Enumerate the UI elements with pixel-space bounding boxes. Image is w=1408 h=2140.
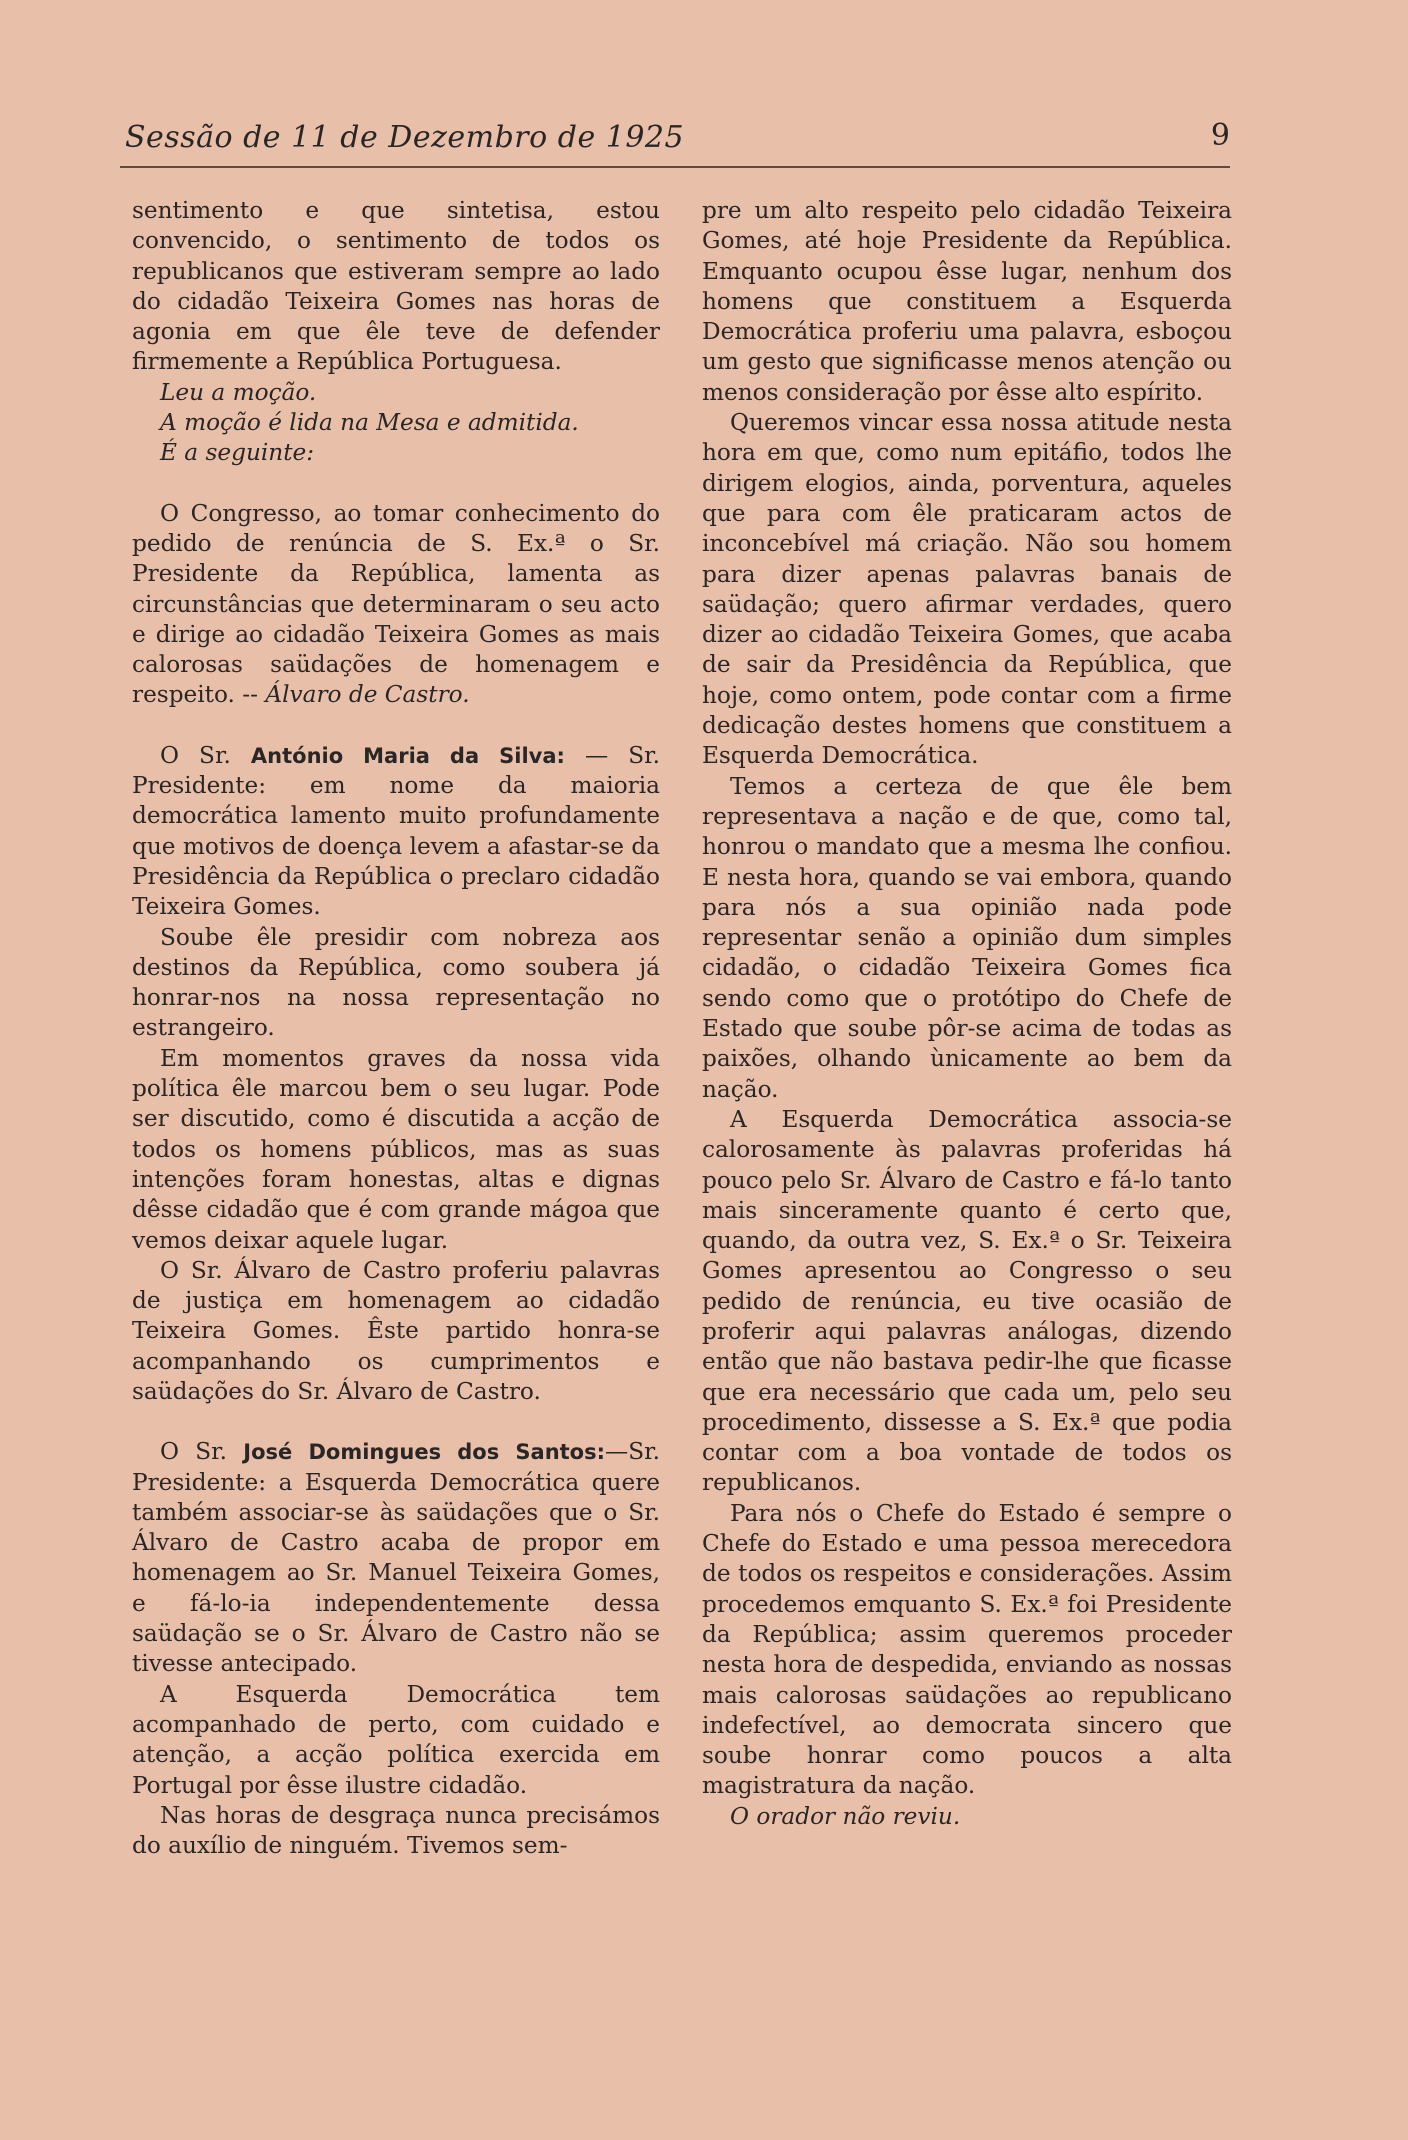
paragraph: pre um alto respeito pelo cidadão Teixeira Gomes, até hoje Presidente da República. Emquanto ocupou êsse lugar, nenhum dos homens que constituem a Esquerda Democrática proferiu uma palavra, esboçou um gesto que significasse menos atenção ou menos consideração por êsse alto espírito. — [702, 197, 1232, 406]
paragraph: sentimento e que sintetisa, estou convencido, o sentimento de todos os republicanos que estiveram sempre ao lado do cidadão Teixeira Gomes nas horas de agonia em que êle teve de defender firmemente a República Portuguesa. — [132, 197, 660, 376]
stage-direction: Leu a moção. — [160, 378, 317, 406]
right-column — [702, 196, 1232, 1832]
page-number: 9 — [1210, 118, 1230, 153]
speech-text: — Sr. Presidente: em nome da maioria democrática lamento muito profundamente que motivos de doença levem a afastar-se da Presidência da República o preclaro cidadão Teixeira Gomes. — [132, 741, 660, 921]
speaker-name: José Domingues dos Santos: — [243, 1440, 606, 1465]
paragraph: A Esquerda Democrática tem acompanhado de perto, com cuidado e atenção, a acção política exercida em Portugal por êsse ilustre cidadão. — [132, 1680, 660, 1799]
editorial-note: O orador não reviu. — [730, 1802, 961, 1830]
paragraph: A Esquerda Democrática associa-se calorosamente às palavras proferidas há pouco pelo Sr. Álvaro de Castro e fá-lo tanto mais sinceramente quanto é certo que, quando, da outra vez, S. Ex.ª o Sr. Teixeira Gomes apresentou ao Congresso o seu pedido de renúncia, eu tive ocasião de proferir aqui palavras análogas, dizendo então que não bastava pedir-lhe que ficasse que era necessário que cada um, pelo seu procedimento, dissesse a S. Ex.ª que podia contar com a boa vontade de todos os republicanos. — [702, 1105, 1232, 1497]
paragraph: Em momentos graves da nossa vida política êle marcou bem o seu lugar. Pode ser discutido, como é discutida a acção de todos os homens públicos, mas as suas intenções foram honestas, altas e dignas dêsse cidadão que é com grande mágoa que vemos deixar aquele lugar. — [132, 1044, 660, 1254]
stage-direction: A moção é lida na Mesa e admitida. — [160, 409, 579, 437]
motion-signature: Álvaro de Castro. — [265, 681, 470, 709]
motion-text — [132, 499, 660, 711]
paragraph: Temos a certeza de que êle bem representava a nação e de que, como tal, honrou o mandato que a mesma lhe confiou. E nesta hora, quando se vai embora, quando para nós a sua opinião nada pode representar senão a opinião dum simples cidadão, o cidadão Teixeira Gomes fica sendo como que o protótipo do Chefe de Estado que soube pôr-se acima de todas as paixões, olhando ùnicamente ao bem da nação. — [702, 772, 1232, 1103]
paragraph: Queremos vincar essa nossa atitude nesta hora em que, como num epitáfio, todos lhe dirigem elogios, ainda, porventura, aqueles que para com êle praticaram actos de inconcebível má criação. Não sou homem para dizer apenas palavras banais de saüdação; quero afirmar verdades, quero dizer ao cidadão Teixeira Gomes, que acaba de sair da Presidência da República, que hoje, como ontem, pode contar com a firme dedicação destes homens que constituem a Esquerda Democrática. — [702, 409, 1232, 770]
paragraph: O Sr. Álvaro de Castro proferiu palavras de justiça em homenagem ao cidadão Teixeira Gomes. Êste partido honra-se acompanhando os cumprimentos e saüdações do Sr. Álvaro de Castro. — [132, 1256, 660, 1405]
speaker-prefix: O Sr. — [160, 741, 251, 769]
speech-text: —Sr. Presidente: a Esquerda Democrática quere também associar-se às saüdações que o Sr. Álvaro de Castro acaba de propor em homenagem ao Sr. Manuel Teixeira Gomes, e fá-lo-ia independentemente dessa saüdação se o Sr. Álvaro de Castro não se tivesse antecipado. — [132, 1438, 660, 1678]
paragraph: Soube êle presidir com nobreza aos destinos da República, como soubera já honrar-nos na nossa representação no estrangeiro. — [132, 923, 660, 1042]
paragraph: Para nós o Chefe do Estado é sempre o Chefe do Estado e uma pessoa merecedora de todos os respeitos e considerações. Assim procedemos emquanto S. Ex.ª foi Presidente da República; assim queremos proceder nesta hora de despedida, enviando as nossas mais calorosas saüdações ao republicano indefectível, ao democrata sincero que soube honrar como poucos a alta magistratura da nação. — [702, 1499, 1232, 1800]
session-title: Sessão de 11 de Dezembro de 1925 — [125, 120, 685, 155]
speaker-name: António Maria da Silva: — [250, 743, 565, 768]
paragraph: Nas horas de desgraça nunca precisámos do auxílio de ninguém. Tivemos sem- — [132, 1801, 660, 1860]
stage-direction: É a seguinte: — [160, 439, 315, 467]
speaker-prefix: O Sr. — [160, 1438, 244, 1466]
speech-opening — [132, 1437, 660, 1679]
header-rule — [120, 166, 1230, 168]
motion-body: O Congresso, ao tomar conhecimento do pedido de renúncia de S. Ex.ª o Sr. Presidente da República, lamenta as circunstâncias que determinaram o seu acto e dirige ao cidadão Teixeira Gomes as mais calorosas saüdações de homenagem e respeito. — [132, 499, 660, 709]
speech-opening — [132, 741, 660, 923]
motion-dash: -- — [234, 681, 266, 709]
left-column — [132, 196, 660, 1861]
